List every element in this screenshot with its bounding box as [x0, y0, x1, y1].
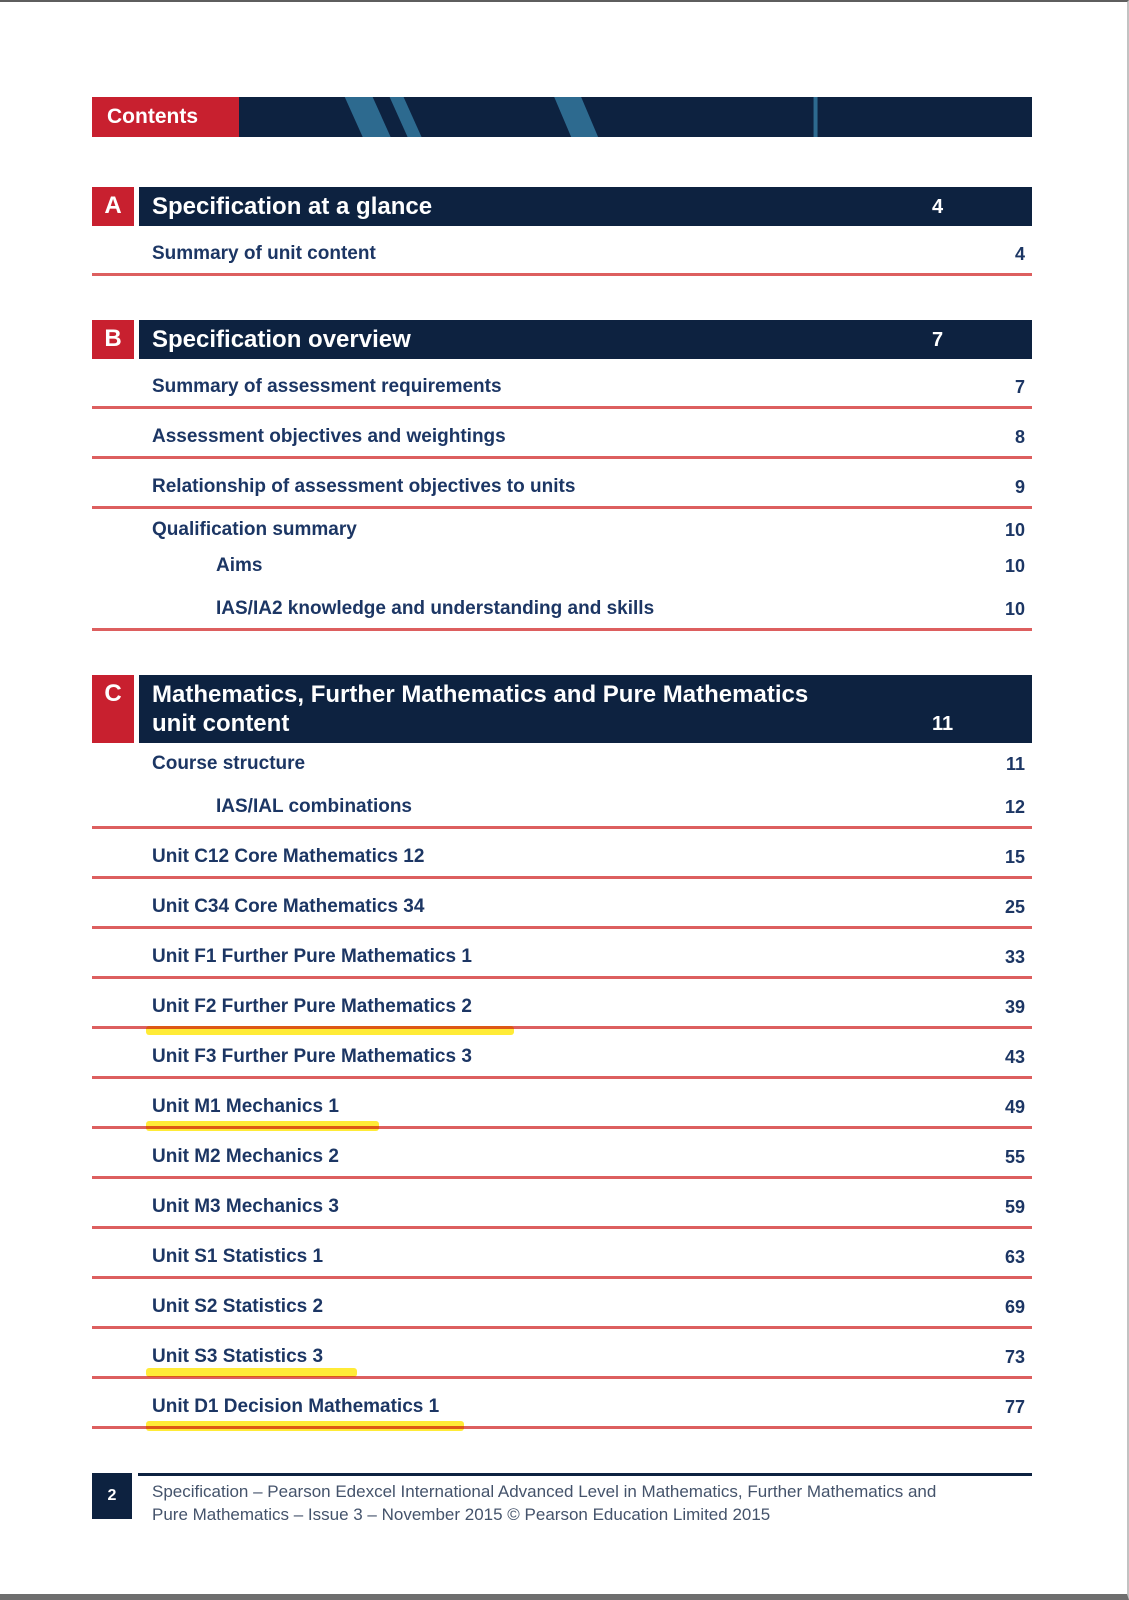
- toc-entry[interactable]: [92, 409, 1032, 459]
- toc-entry-page-number: 25: [1004, 897, 1025, 917]
- section-title-bar: [139, 675, 1032, 743]
- toc-entry-label: Unit F1 Further Pure Mathematics 1: [152, 946, 472, 967]
- toc-entry-page-number: 39: [1004, 997, 1025, 1017]
- toc-entry[interactable]: [92, 226, 1032, 276]
- footer-text-line1: Specification – Pearson Edexcel International Advanced Level in Mathematics, Further Mathematics and: [152, 1482, 937, 1501]
- toc-entry-page-number: 33: [1004, 947, 1025, 967]
- highlighter-mark: [146, 1421, 464, 1431]
- toc-entry[interactable]: [92, 779, 1032, 829]
- section-entries: [92, 226, 1032, 276]
- toc-entry-label: Unit C34 Core Mathematics 34: [152, 896, 425, 917]
- toc-entry-page-number: 59: [1004, 1197, 1025, 1217]
- toc-entry[interactable]: [92, 979, 1032, 1029]
- toc-entry-page-number: 15: [1004, 847, 1025, 867]
- section-title: Specification at a glance: [152, 193, 433, 220]
- toc-entry-page-number: 10: [1004, 599, 1025, 619]
- toc-entry[interactable]: [92, 581, 1032, 631]
- section-page-number: 4: [932, 196, 944, 218]
- toc-section: [92, 187, 1032, 276]
- toc-entry-label: Summary of unit content: [152, 243, 376, 264]
- toc-section: [92, 320, 1032, 631]
- toc-entry-page-number: 12: [1004, 797, 1025, 817]
- toc-entry-label: Unit M3 Mechanics 3: [152, 1196, 339, 1217]
- toc-entry-label: Assessment objectives and weightings: [152, 426, 506, 447]
- section-entries: [92, 743, 1032, 1429]
- toc-entry[interactable]: [92, 509, 1032, 545]
- toc-entry[interactable]: [92, 1079, 1032, 1129]
- toc-entry[interactable]: [92, 1279, 1032, 1329]
- section-title-bar: [139, 187, 1032, 226]
- section-title: Specification overview: [152, 326, 411, 353]
- section-letter-badge: [92, 675, 134, 743]
- toc-entry-label: Unit M1 Mechanics 1: [152, 1096, 339, 1117]
- footer-text: [152, 1473, 1032, 1526]
- toc-entry-page-number: 73: [1004, 1347, 1025, 1367]
- toc-entry-page-number: 77: [1004, 1397, 1025, 1417]
- toc-entry-page-number: 8: [1014, 427, 1025, 447]
- toc-entry[interactable]: [92, 1329, 1032, 1379]
- toc-entry[interactable]: [92, 1229, 1032, 1279]
- contents-title: Contents: [92, 97, 239, 137]
- toc-entry[interactable]: [92, 929, 1032, 979]
- toc-entry-page-number: 4: [1014, 244, 1025, 264]
- toc-entry-label: Unit D1 Decision Mathematics 1: [152, 1396, 440, 1417]
- toc-sections: [92, 187, 1032, 1429]
- footer-rule: [138, 1473, 1032, 1476]
- toc-entry-page-number: 9: [1014, 477, 1025, 497]
- section-header[interactable]: [92, 187, 1032, 226]
- section-letter-badge: [92, 320, 134, 359]
- toc-entry-label: Unit S2 Statistics 2: [152, 1296, 324, 1317]
- banner-decoration: [239, 97, 1032, 137]
- toc-entry-label: Aims: [216, 555, 263, 576]
- toc-entry[interactable]: [92, 459, 1032, 509]
- section-letter-badge: [92, 187, 134, 226]
- section-title-bar: [139, 320, 1032, 359]
- toc-entry-page-number: 10: [1004, 556, 1025, 576]
- highlighter-mark: [146, 1368, 357, 1377]
- page-number-badge: 2: [92, 1473, 132, 1519]
- toc-entry-label: Relationship of assessment objectives to units: [152, 476, 576, 497]
- toc-entry[interactable]: [92, 1029, 1032, 1079]
- banner-stripes-graphic: [239, 97, 1032, 137]
- section-page-number: 11: [932, 713, 954, 735]
- toc-entry-label: Qualification summary: [152, 519, 357, 540]
- toc-entry-page-number: 7: [1014, 377, 1025, 397]
- section-entries: [92, 359, 1032, 631]
- section-title: Mathematics, Further Mathematics and Pure Mathematics unit content: [152, 681, 809, 737]
- toc-entry-label: Unit S1 Statistics 1: [152, 1246, 324, 1267]
- contents-banner: [92, 97, 1032, 137]
- toc-entry-label: Unit F2 Further Pure Mathematics 2: [152, 996, 472, 1017]
- toc-entry-label: Unit S3 Statistics 3: [152, 1346, 324, 1367]
- toc-entry-label: Unit C12 Core Mathematics 12: [152, 846, 425, 867]
- toc-entry-page-number: 10: [1004, 520, 1025, 540]
- toc-entry-label: IAS/IAL combinations: [216, 796, 413, 817]
- toc-entry-label: Unit F3 Further Pure Mathematics 3: [152, 1046, 472, 1067]
- toc-entry-label: Unit M2 Mechanics 2: [152, 1146, 339, 1167]
- page-footer: [92, 1473, 1032, 1543]
- toc-entry-page-number: 69: [1004, 1297, 1025, 1317]
- toc-entry-label: Summary of assessment requirements: [152, 376, 502, 397]
- toc-entry[interactable]: [92, 1179, 1032, 1229]
- toc-entry[interactable]: [92, 545, 1032, 581]
- toc-entry-page-number: 49: [1004, 1097, 1025, 1117]
- toc-entry[interactable]: [92, 1129, 1032, 1179]
- section-header[interactable]: [92, 675, 1032, 743]
- footer-text-line2: Pure Mathematics – Issue 3 – November 2015 © Pearson Education Limited 2015: [152, 1505, 771, 1524]
- toc-entry-label: Course structure: [152, 753, 306, 774]
- toc-entry[interactable]: [92, 1379, 1032, 1429]
- toc-entry[interactable]: [92, 829, 1032, 879]
- toc-entry-label: IAS/IA2 knowledge and understanding and skills: [216, 598, 655, 619]
- section-page-number: 7: [932, 329, 944, 351]
- toc-entry[interactable]: [92, 743, 1032, 779]
- section-letter: C: [104, 680, 122, 707]
- toc-entry-page-number: 63: [1004, 1247, 1025, 1267]
- toc-entry-page-number: 55: [1004, 1147, 1025, 1167]
- toc-entry-page-number: 11: [1005, 754, 1025, 774]
- toc-section: [92, 675, 1032, 1429]
- toc-entry[interactable]: [92, 879, 1032, 929]
- toc-entry-page-number: 43: [1004, 1047, 1025, 1067]
- section-header[interactable]: [92, 320, 1032, 359]
- section-letter: B: [104, 325, 122, 352]
- section-letter: A: [104, 192, 122, 219]
- toc-entry[interactable]: [92, 359, 1032, 409]
